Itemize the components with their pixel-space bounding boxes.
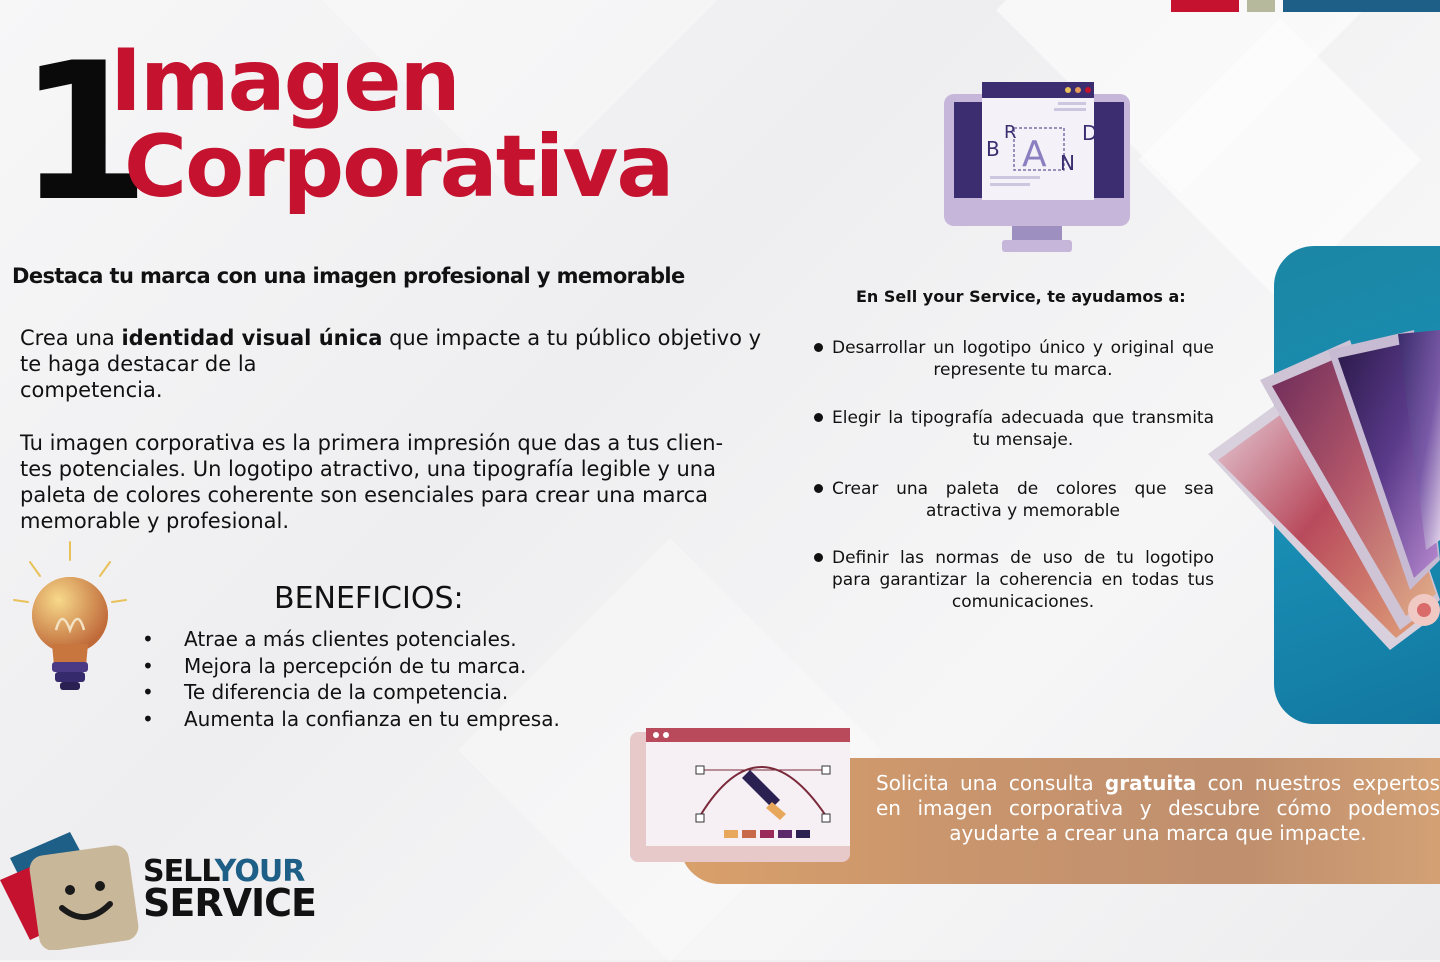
brand-letter: N: [1060, 151, 1075, 175]
bullet-dot: [814, 343, 823, 352]
intro-paragraph-1: Crea una identidad visual única que impacte a tu público objetivo y te haga destacar de la competencia.: [20, 326, 762, 402]
subtitle: Destaca tu marca con una imagen profesional y memorable: [12, 264, 685, 288]
color-swatch-fan-icon: [1200, 320, 1440, 670]
bullet-dot: [814, 553, 823, 562]
logo-your: YOUR: [214, 854, 305, 889]
highlight-text: identidad visual única: [121, 326, 383, 350]
help-item: Definir las normas de uso de tu logotipo para garantizar la coherencia en todas tus comunicaciones.: [814, 547, 1214, 613]
benefit-item: • Atrae a más clientes potenciales.: [140, 626, 560, 653]
brand-letter: A: [1022, 134, 1047, 175]
benefits-title: BENEFICIOS:: [274, 581, 464, 616]
bullet-dot: [814, 484, 823, 493]
benefits-list: [140, 626, 560, 732]
top-bar-navy: [1283, 0, 1440, 12]
top-bar-red: [1171, 0, 1239, 12]
help-item: Elegir la tipografía adecuada que transmita tu mensaje.: [814, 407, 1214, 451]
logo-wordmark: [143, 854, 316, 925]
benefit-item: • Te diferencia de la competencia.: [140, 679, 560, 706]
cta-text: Solicita una consulta gratuita con nuestros expertos en imagen corporativa y descubre cómo podemos ayudarte a crear una marca que impacte.: [876, 771, 1440, 845]
pen-tool-window-icon: [630, 728, 860, 868]
title-line-2: Corporativa: [124, 117, 673, 217]
brand-letter: R: [1004, 122, 1017, 143]
lightbulb-icon: [10, 540, 130, 700]
top-bar-olive: [1247, 0, 1275, 12]
benefit-item: • Aumenta la confianza en tu empresa.: [140, 706, 560, 733]
brand-letter: B: [986, 137, 1000, 161]
help-title: En Sell your Service, te ayudamos a:: [856, 287, 1186, 306]
help-item: Crear una paleta de colores que sea atractiva y memorable: [814, 478, 1214, 522]
logo-service: SERVICE: [143, 881, 316, 925]
logo-sell: SELL: [143, 854, 215, 889]
help-item: Desarrollar un logotipo único y original que represente tu marca.: [814, 337, 1214, 381]
smiley-box-icon: [0, 828, 140, 950]
bullet-dot: [814, 413, 823, 422]
benefit-item: • Mejora la percepción de tu marca.: [140, 653, 560, 680]
highlight-text: gratuita: [1104, 771, 1197, 795]
monitor-brand-icon: [942, 80, 1132, 255]
title-line-1: Imagen: [110, 31, 459, 131]
intro-paragraph-2: Tu imagen corporativa es la primera impresión que das a tus clien- tes potenciales. Un logotipo atractivo, una tipografía legible y una paleta de colores coherente son esenciales para crear una marca memorable y profesional.: [20, 431, 724, 533]
brand-letter: D: [1082, 121, 1098, 145]
section-number: 1: [18, 22, 143, 243]
